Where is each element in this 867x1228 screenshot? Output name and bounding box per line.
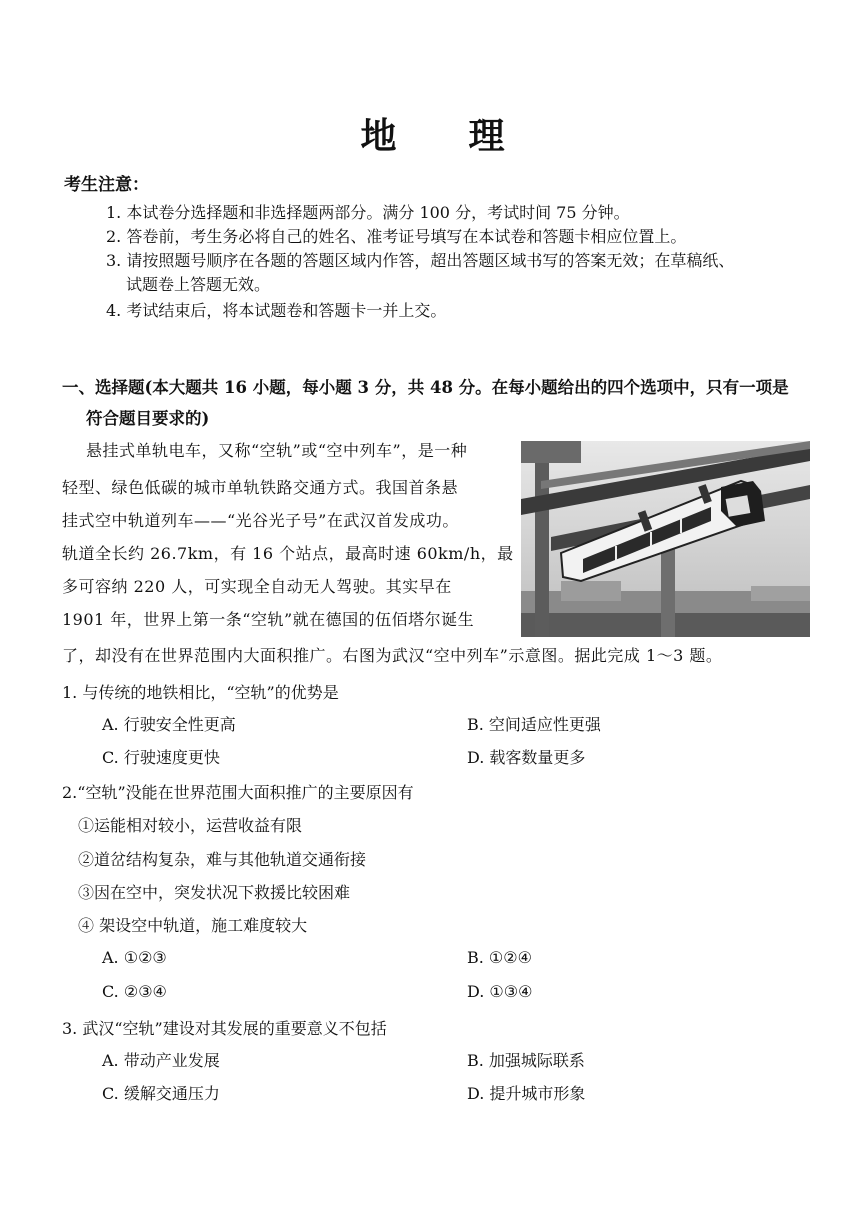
question-3-option-c: C. 缓解交通压力 [102,1084,220,1103]
page-title [0,108,867,159]
question-1-option-a: A. 行驶安全性更高 [102,715,236,734]
question-3-option-a: A. 带动产业发展 [102,1051,220,1070]
notice-item-2: 2. 答卷前，考生务必将自己的姓名、准考证号填写在本试卷和答题卡相应位置上。 [106,227,687,246]
question-1-option-b: B. 空间适应性更强 [467,715,601,734]
question-1-stem: 1. 与传统的地铁相比，“空轨”的优势是 [62,683,339,702]
title-right-char: 理 [468,115,507,157]
question-2-option-c: C. ②③④ [102,982,167,1001]
question-3-option-b: B. 加强城际联系 [467,1051,585,1070]
passage-line-5: 多可容纳 220 人，可实现全自动无人驾驶。其实早在 [62,577,452,596]
notice-item-3: 3. 请按照题号顺序在各题的答题区域内作答，超出答题区域书写的答案无效；在草稿纸、 [106,251,735,270]
question-3-option-d: D. 提升城市形象 [467,1084,586,1103]
section-heading-line2: 符合题目要求的) [86,409,210,428]
monorail-illustration [521,441,810,637]
notice-item-1: 1. 本试卷分选择题和非选择题两部分。满分 100 分，考试时间 75 分钟。 [106,203,630,222]
notice-item-3-cont: 试题卷上答题无效。 [126,275,271,294]
question-1-option-d: D. 载客数量更多 [467,748,586,767]
title-left-char: 地 [360,115,399,157]
question-2-option-a: A. ①②③ [102,948,167,967]
passage-line-6: 1901 年，世界上第一条“空轨”就在德国的伍佰塔尔诞生 [62,610,475,629]
question-2-statement-2: ②道岔结构复杂，难与其他轨道交通衔接 [78,850,367,869]
question-2-statement-3: ③因在空中，突发状况下救援比较困难 [78,883,351,902]
question-2-option-b: B. ①②④ [467,948,532,967]
passage-line-3: 挂式空中轨道列车——“光谷光子号”在武汉首发成功。 [62,511,459,530]
monorail-photo [521,441,810,637]
passage-line-7: 了，却没有在世界范围内大面积推广。右图为武汉“空中列车”示意图。据此完成 1～3 题。 [62,646,723,665]
passage-line-4: 轨道全长约 26.7km，有 16 个站点，最高时速 60km/h，最 [62,544,514,563]
question-2-statement-4: ④ 架设空中轨道，施工难度较大 [78,916,308,935]
question-2-statement-1: ①运能相对较小，运营收益有限 [78,816,303,835]
passage-line-2: 轻型、绿色低碳的城市单轨铁路交通方式。我国首条悬 [62,478,459,497]
question-2-option-d: D. ①③④ [467,982,533,1001]
notice-item-4: 4. 考试结束后，将本试题卷和答题卡一并上交。 [106,301,447,320]
question-2-stem: 2.“空轨”没能在世界范围大面积推广的主要原因有 [62,783,414,802]
question-3-stem: 3. 武汉“空轨”建设对其发展的重要意义不包括 [62,1019,387,1038]
question-1-option-c: C. 行驶速度更快 [102,748,220,767]
passage-line-1: 悬挂式单轨电车，又称“空轨”或“空中列车”，是一种 [86,441,468,460]
notice-heading: 考生注意： [64,175,149,195]
section-heading-line1: 一、选择题(本大题共 16 小题，每小题 3 分，共 48 分。在每小题给出的四个选项中，只有一项是 [62,378,789,397]
